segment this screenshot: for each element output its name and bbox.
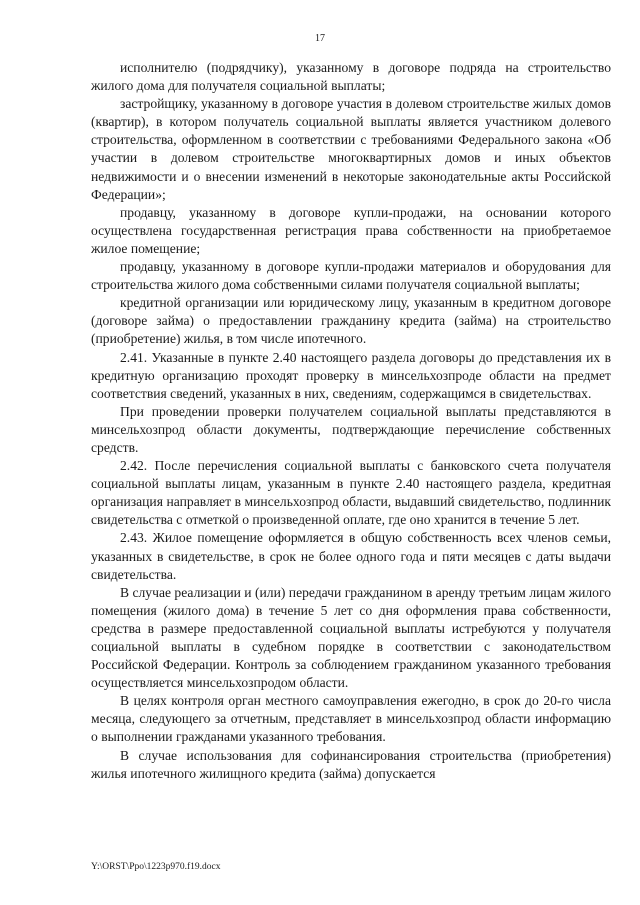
paragraph-2-42: 2.42. После перечисления социальной выплаты с банковского счета получателя социальной выплаты лицам, указанным в пункте 2.40 настоящего раздела, кредитная организация направляет в минсельхозпрод области, выдавший свидетельство, подлинник свидетельства с отметкой о произведенной оплате, где оно хранится в течение 5 лет. bbox=[91, 458, 611, 528]
paragraph-2-41: 2.41. Указанные в пункте 2.40 настоящего раздела договоры до представления их в кредитную организацию проходят проверку в минсельхозпроде области на предмет соответствия сведений, указанных в них, сведениям, содержащимся в свидетельствах. bbox=[91, 349, 611, 401]
paragraph-control: В целях контроля орган местного самоуправления ежегодно, в срок до 20-го числа месяца, следующего за отчетным, представляет в минсельхозпрод области информацию о выполнении гражданами указанного требования. bbox=[91, 693, 611, 745]
file-path-footer: Y:\ORST\Ppo\1223p970.f19.docx bbox=[91, 862, 221, 872]
paragraph-credit-organization: кредитной организации или юридическому лицу, указанным в кредитном договоре (договоре займа) о предоставлении гражданину кредита (займа) на строительство (приобретение) жилья, в том числе ипотечного. bbox=[91, 295, 611, 347]
page-number: 17 bbox=[315, 33, 325, 44]
paragraph-seller-housing: продавцу, указанному в договоре купли-продажи, на основании которого осуществлена государственная регистрация права собственности на приобретаемое жилое помещение; bbox=[91, 204, 611, 256]
paragraph-developer: застройщику, указанному в договоре участия в долевом строительстве жилых домов (квартир), в котором получатель социальной выплаты является участником долевого строительства, оформленном в соответствии с требованиями Федерального закона «Об участии в долевом строительстве многоквартирных домов и иных объектов недвижимости и о внесении изменений в некоторые законодательные акты Российской Федерации»; bbox=[91, 96, 611, 202]
paragraph-verification: При проведении проверки получателем социальной выплаты представляются в минсельхозпрод области документы, подтверждающие перечисление собственных средств. bbox=[91, 403, 611, 455]
paragraph-2-43: 2.43. Жилое помещение оформляется в общую собственность всех членов семьи, указанных в свидетельстве, в срок не более одного года и пяти месяцев с даты выдачи свидетельства. bbox=[91, 530, 611, 582]
document-body bbox=[91, 59, 611, 783]
paragraph-sale-or-lease: В случае реализации и (или) передачи гражданином в аренду третьим лицам жилого помещения (жилого дома) в течение 5 лет со дня оформления права собственности, средства в размере предоставленной социальной выплаты истребуются у получателя социальной выплаты в судебном порядке в соответствии с законодательством Российской Федерации. Контроль за соблюдением гражданином указанного требования осуществляется минсельхозпродом области. bbox=[91, 584, 611, 691]
paragraph-mortgage: В случае использования для софинансирования строительства (приобретения) жилья ипотечного жилищного кредита (займа) допускается bbox=[91, 747, 611, 781]
paragraph-seller-materials: продавцу, указанному в договоре купли-продажи материалов и оборудования для строительства жилого дома собственными силами получателя социальной выплаты; bbox=[91, 259, 611, 293]
paragraph-contractor: исполнителю (подрядчику), указанному в договоре подряда на строительство жилого дома для получателя социальной выплаты; bbox=[91, 60, 611, 94]
